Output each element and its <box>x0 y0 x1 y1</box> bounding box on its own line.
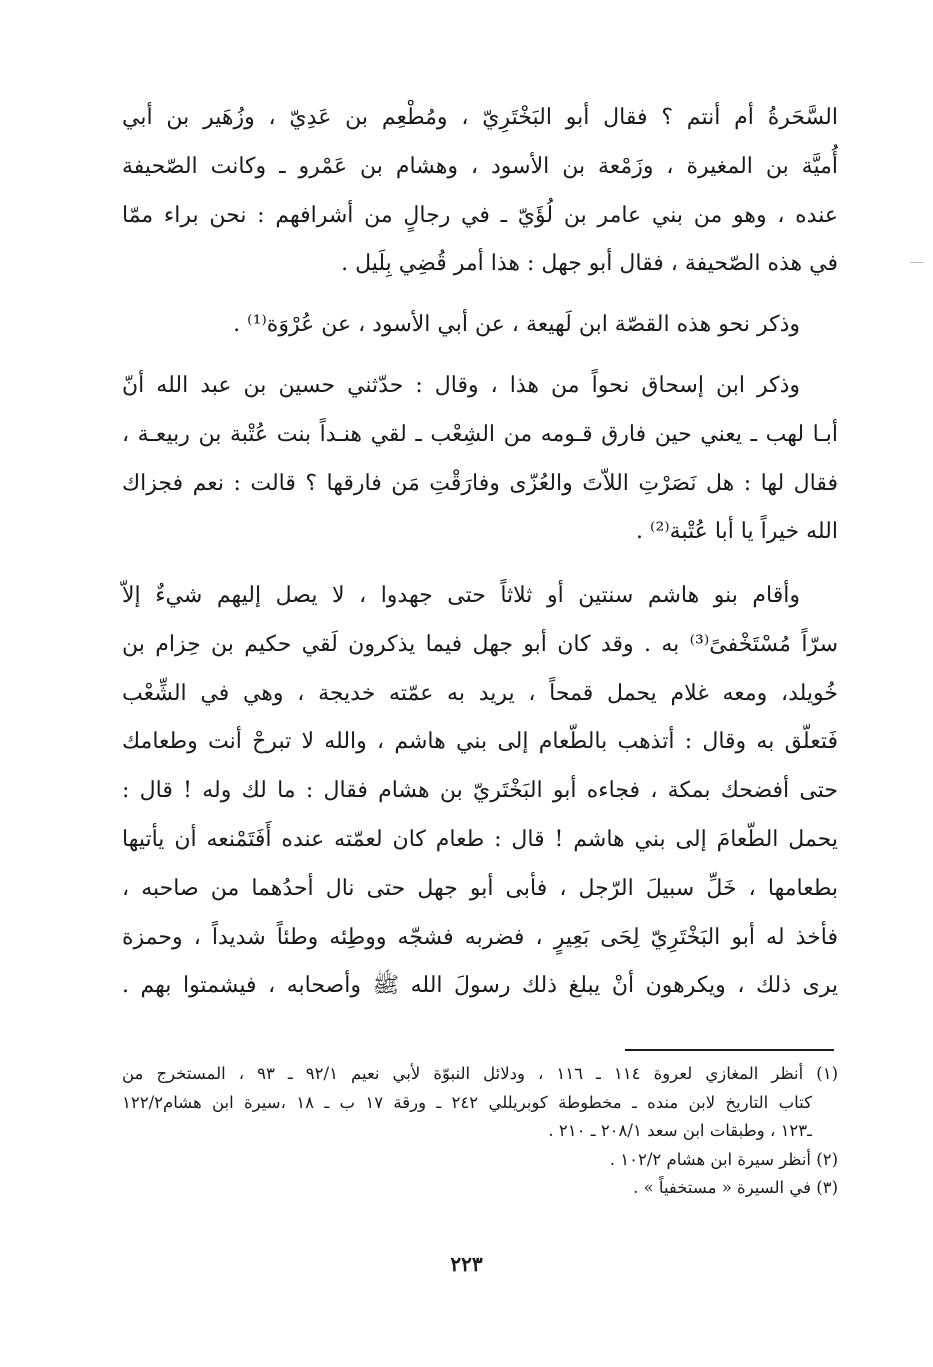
text-line: الله خيراً يا أبا عُتْبة⁽²⁾ . <box>636 519 838 545</box>
text-line: فقال لها : هل نَصَرْتِ اللاّتَ والعُزّى وفارَقْتِ مَن فارقها ؟ قالت : نعم فجزاك <box>122 470 838 496</box>
page-number: ٢٢٣ <box>450 1252 483 1276</box>
text-line: فأخذ له أبو البَخْتَرِيّ لِحَى بَعِيرٍ ، فضربه فشجّه ووطِئه وطئاً شديداً ، وحمزة <box>122 924 838 950</box>
text-line: أُميَّة بن المغيرة ، وزَمْعة بن الأسود ، وهشام بن عَمْرو ـ وكانت الصّحيفة <box>122 153 838 179</box>
footnote-2: (٢) أنظر سيرة ابن هشام ١٠٢/٢ . <box>609 1149 838 1169</box>
paragraph-3 <box>122 362 838 557</box>
text-line: يرى ذلك ، ويكرهون أنْ يبلغ ذلك رسولَ الله ﷺ وأصحابه ، فيشمتوا بهم . <box>122 973 838 999</box>
text-line: يحمل الطّعامَ إلى بني هاشم ! قال : طعام كان لعمّته عنده أَفَتَمْنعه أن يأتيها <box>122 826 838 852</box>
footnote-separator <box>625 1049 834 1051</box>
footnote-3: (٣) في السيرة « مستخفياً » . <box>633 1178 838 1197</box>
margin-mark <box>910 262 924 263</box>
text-line: فَتعلّق به وقال : أتذهب بالطّعام إلى بني هاشم ، والله لا تبرحْ أنت وطعامك <box>122 729 838 755</box>
text-line: أبـا لهب ـ يعني حين فارق قـومه من الشِعْب ـ لقي هنـداً بنت عُتْبة بن ربيعـة ، <box>122 421 838 447</box>
footnote-1-line: (١) أنظر المغازي لعروة ١١٤ ـ ١١٦ ، ودلائل النبوّة لأبي نعيم ٩٢/١ ـ ٩٣ ، المستخرج من <box>122 1064 838 1083</box>
footnotes <box>122 1060 838 1203</box>
text-line: خُويلد، ومعه غلام يحمل قمحاً ، يريد به عمّته خديجة ، وهي في الشِّعْب <box>122 680 838 706</box>
footnote-1-line: كتاب التاريخ لابن منده ـ مخطوطة كوبريللي ٢٤٢ ـ ورقة ١٧ ب ـ ١٨ ،سيرة ابن هشام١٢٢/٢ <box>122 1092 812 1112</box>
text-line: وذكر نحو هذه القصّة ابن لَهيعة ، عن أبي الأسود ، عن عُرْوَة⁽¹⁾ . <box>233 312 800 337</box>
footnote-1-line: ـ١٢٣ ، وطبقات ابن سعد ٢٠٨/١ ـ ٢١٠ . <box>548 1121 812 1140</box>
text-line: وذكر ابن إسحاق نحواً من هذا ، وقال : حدّثني حسين بن عبد الله أنّ <box>122 373 800 398</box>
text-line: سرّاً مُسْتَخْفىً⁽³⁾ به . وقد كان أبو جهل فيما يذكرون لَقي حكيم بن حِزام بن <box>122 631 839 657</box>
paragraph-4 <box>122 572 838 1011</box>
text-line: وأقام بنو هاشم سنتين أو ثلاثاً حتى جهدوا ، لا يصل إليهم شيءٌ إلاّ <box>122 583 800 608</box>
paragraph-1 <box>122 94 838 289</box>
paragraph-2 <box>122 301 838 350</box>
text-line: حتى أفضحك بمكة ، فجاءه أبو البَخْتَريّ بن هشام فقال : ما لك وله ! قال : <box>122 778 838 804</box>
text-line: بطعامها ، خَلِّ سبيلَ الرّجل ، فأبى أبو جهل حتى نال أحدُهما من صاحبه ، <box>122 875 838 901</box>
text-line: في هذه الصّحيفة ، فقال أبو جهل : هذا أمر قُضِي بِلَيل . <box>341 251 838 277</box>
text-line: عنده ، وهو من بني عامر بن لُؤَيّ ـ في رجالٍ من أشرافهم : نحن براء ممّا <box>122 202 838 228</box>
text-line: السَّحَرةُ أم أنتم ؟ فقال أبو البَخْتَرِيّ ، ومُطْعِم بن عَدِيّ ، وزُهَير بن أبي <box>122 105 839 130</box>
